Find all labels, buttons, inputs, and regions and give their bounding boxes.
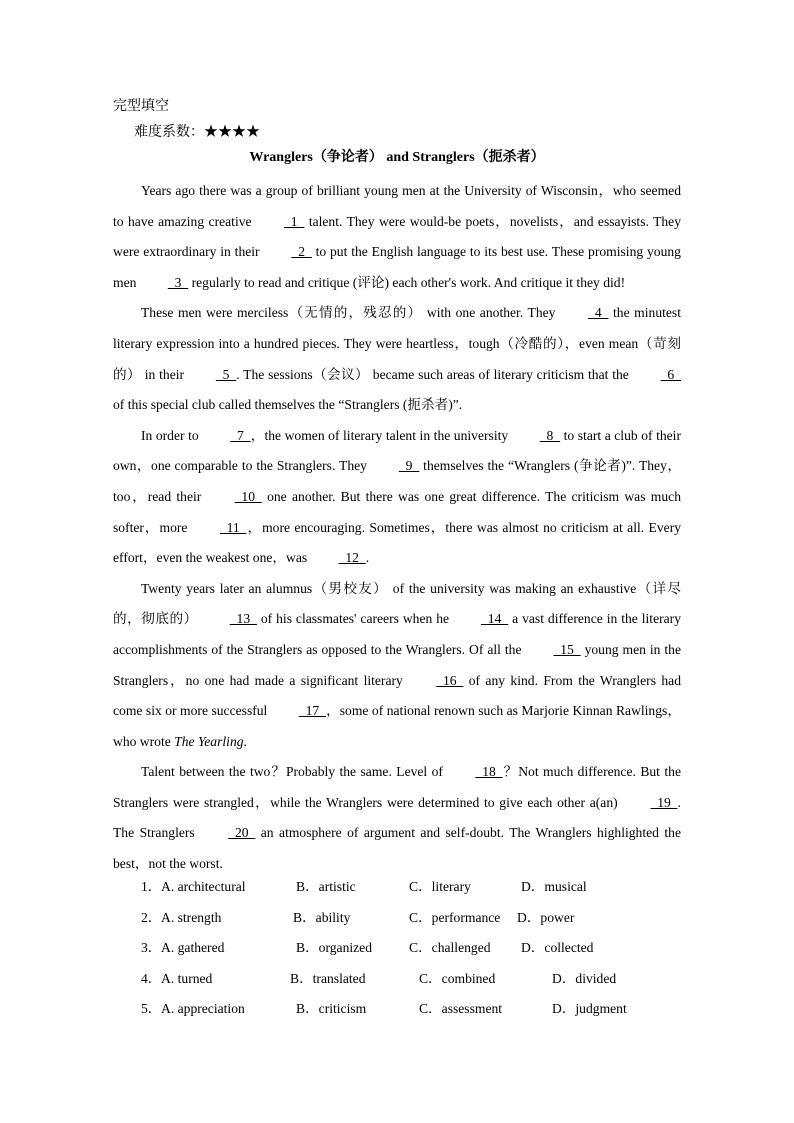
blank-4: 4 — [588, 305, 609, 321]
question-number: 2． — [141, 909, 162, 925]
passage-title: Wranglers（争论者） and Stranglers（扼杀者） — [249, 150, 545, 165]
option-a: A. architectural — [161, 879, 246, 894]
section-label: 完型填空 — [113, 99, 169, 114]
paragraph-4 — [113, 574, 681, 758]
blank-16: 16 — [436, 672, 464, 688]
paragraph-text: an atmosphere of argument and self-doubt. The Wranglers highlighted the best，not the worst. — [113, 825, 681, 872]
book-title: The Yearling — [174, 733, 244, 749]
paragraph-3 — [113, 421, 681, 574]
blank-12: 12 — [338, 550, 366, 566]
paragraph-text: talent. They were would-be poets，novelists，and essayists. They were extraordinary in their — [113, 213, 682, 260]
blank-19: 19 — [650, 794, 678, 810]
option-a: A. turned — [161, 970, 213, 986]
paragraph-text: In order to — [141, 427, 203, 443]
paragraph-text: Twenty years later an alumnus（男校友） of the university was making an exhaustive（详尽的，彻底的） — [113, 580, 681, 627]
paragraph-text: ，some of national renown such as Marjorie Kinnan Rawlings，who wrote — [113, 703, 681, 749]
option-b: B．ability — [293, 909, 351, 925]
paragraph-text: . The sessions（会议） became such areas of literary criticism that the — [236, 366, 633, 382]
option-a: A. gathered — [161, 940, 225, 956]
difficulty-rating: 难度系数：★★★★ — [134, 125, 260, 140]
paragraph-text: regularly to read and critique (评论) each other's work. And critique it they did! — [188, 274, 626, 290]
option-c: C．challenged — [409, 940, 491, 956]
blank-15: 15 — [553, 641, 581, 657]
blank-17: 17 — [298, 703, 326, 719]
paragraph-text: themselves the “Wranglers (争论者)”. They，too，read their — [113, 458, 681, 504]
question-number: 5． — [141, 1001, 162, 1017]
paragraph-text: a vast difference in the literary accomplishments of the Stranglers as opposed to the Wranglers. Of all the — [113, 611, 682, 657]
option-c: C．literary — [409, 879, 471, 894]
option-d: D．collected — [521, 940, 594, 956]
paragraph-text: . — [243, 733, 247, 749]
option-b: B．translated — [290, 970, 366, 986]
blank-18: 18 — [475, 764, 503, 780]
paragraph-text: ，the women of literary talent in the university — [250, 427, 512, 443]
blank-3: 3 — [167, 274, 189, 290]
paragraph-text: young men in the Stranglers，no one had made a significant literary — [113, 641, 682, 688]
passage-body — [113, 176, 681, 880]
option-c: C．assessment — [419, 1001, 503, 1017]
option-b: B．organized — [296, 940, 373, 956]
option-b: B．criticism — [296, 1001, 367, 1017]
question-number: 3． — [141, 940, 162, 956]
question-number: 4． — [141, 970, 162, 986]
paragraph-text: These men were merciless（无情的，残忍的） with one another. They — [141, 305, 561, 321]
blank-20: 20 — [228, 825, 256, 841]
question-number: 1． — [141, 879, 162, 894]
option-a: A. strength — [161, 909, 222, 925]
blank-2: 2 — [291, 244, 312, 260]
blank-5: 5 — [215, 366, 237, 382]
blank-6: 6 — [660, 366, 681, 382]
paragraph-text: the minutest literary expression into a hundred pieces. They were heartless，tough（冷酷的），even mean（苛刻的） in their — [113, 305, 681, 382]
option-d: D．judgment — [552, 1001, 627, 1017]
paragraph-5 — [113, 757, 681, 879]
option-d: D．power — [517, 909, 575, 925]
option-d: D．musical — [521, 879, 587, 894]
option-a: A. appreciation — [161, 1001, 245, 1017]
paragraph-text: Talent between the two？Probably the same. Level of — [141, 764, 448, 780]
paragraph-text: ？Not much difference. But the Stranglers were strangled，while the Wranglers were determined to give each other a(an) — [113, 764, 681, 810]
option-c: C．combined — [419, 970, 496, 986]
paragraph-text: . The Stranglers — [113, 794, 681, 841]
paragraph-text: to start a club of their own，one comparable to the Stranglers. They — [113, 427, 681, 474]
blank-13: 13 — [229, 611, 257, 627]
paragraph-text: to put the English language to its best use. These promising young men — [113, 244, 681, 290]
option-b: B．artistic — [296, 879, 356, 894]
option-c: C．performance — [409, 909, 501, 925]
blank-11: 11 — [219, 519, 247, 535]
blank-1: 1 — [284, 213, 305, 229]
paragraph-text: of his classmates' careers when he — [256, 611, 453, 627]
paragraph-text: of this special club called themselves the “Stranglers (扼杀者)”. — [113, 397, 463, 413]
paragraph-2 — [113, 298, 681, 420]
blank-10: 10 — [234, 488, 262, 504]
blank-9: 9 — [398, 458, 420, 474]
paragraph-text: of any kind. From the Wranglers had come six or more successful — [113, 672, 681, 719]
blank-8: 8 — [539, 427, 561, 443]
option-d: D．divided — [552, 970, 617, 986]
paragraph-text: . — [365, 550, 370, 566]
paragraph-text: one another. But there was one great difference. The criticism was much softer，more — [113, 488, 681, 535]
paragraph-text: ，more encouraging. Sometimes，there was almost no criticism at all. Every effort，even the weakest one，was — [113, 519, 682, 566]
paragraph-1 — [113, 176, 681, 298]
blank-14: 14 — [481, 611, 509, 627]
blank-7: 7 — [230, 427, 251, 443]
paragraph-text: Years ago there was a group of brilliant young men at the University of Wisconsin，who seemed to have amazing creative — [113, 183, 681, 229]
